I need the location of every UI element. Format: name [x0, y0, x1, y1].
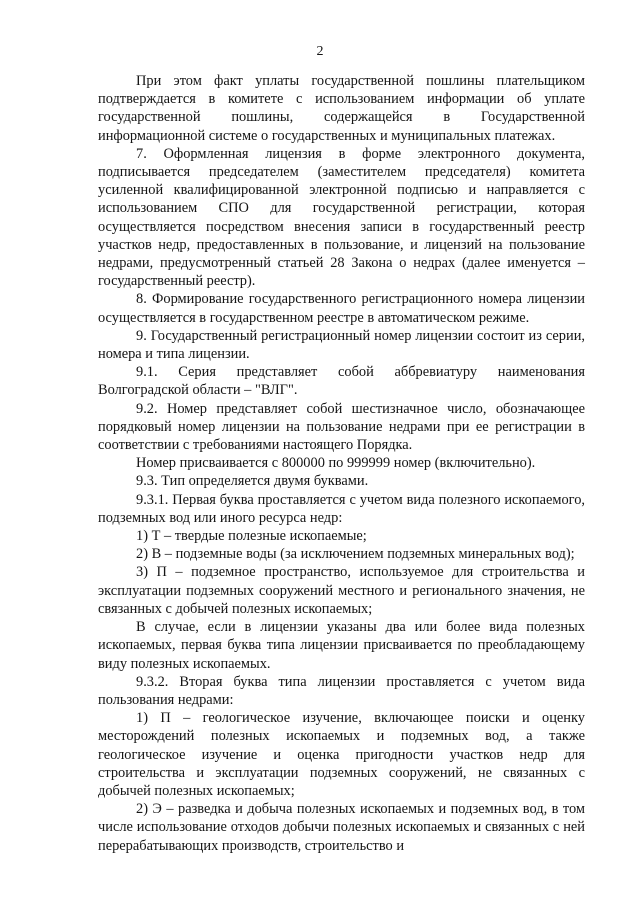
- paragraph-payment-confirmation: При этом факт уплаты государственной пошлины плательщиком подтверждается в комитете с использованием информации об уплате государственной пошлины, содержащейся в Государственной информационной системе о государственных и муниципальных платежах.: [98, 73, 585, 144]
- paragraph-9-2-number: 9.2. Номер представляет собой шестизначное число, обозначающее порядковый номер лицензии на пользование недрами при ее регистрации в соответствии с требованиями настоящего Порядка.: [98, 400, 585, 454]
- list-item-geological-study: 1) П – геологическое изучение, включающее поиски и оценку месторождений полезных ископаемых и подземных вод, а также геологическое изучение и оценка пригодности участков недр для строительства и эксплуатации подземных сооружений, не связанных с добычей полезных ископаемых;: [98, 710, 585, 799]
- paragraph-9-number-structure: 9. Государственный регистрационный номер лицензии состоит из серии, номера и типа лицензии.: [98, 327, 585, 363]
- list-item-groundwater: 2) В – подземные воды (за исключением подземных минеральных вод);: [136, 546, 575, 563]
- list-item-underground-space: 3) П – подземное пространство, используемое для строительства и эксплуатации подземных сооружений местного и регионального значения, не связанных с добычей полезных ископаемых;: [98, 564, 585, 617]
- paragraph-9-3-1-first-letter: 9.3.1. Первая буква проставляется с учетом вида полезного ископаемого, подземных вод или иного ресурса недр:: [98, 491, 585, 526]
- paragraph-number-range: Номер присваивается с 800000 по 999999 номер (включительно).: [136, 455, 536, 472]
- document-body: [98, 72, 585, 855]
- page-number: 2: [316, 44, 324, 59]
- list-item-exploration-extraction: 2) Э – разведка и добыча полезных ископаемых и подземных вод, в том числе использование отходов добычи полезных ископаемых и связанных с ней перерабатывающих производств, строительство и: [98, 801, 585, 854]
- paragraph-7-license-signing: 7. Оформленная лицензия в форме электронного документа, подписывается председателем (заместителем председателя) комитета усиленной квалифицированной электронной подписью и направляется с использованием СПО для государственной регистрации, которая осуществляется посредством внесения записи в государственный реестр участков недр, предоставленных в пользование, и лицензий на пользование недрами, предусмотренный статьей 28 Закона о недрах (далее именуется – государственный реестр).: [98, 145, 585, 290]
- paragraph-9-3-2-second-letter: 9.3.2. Вторая буква типа лицензии проставляется с учетом вида пользования недрами:: [98, 673, 585, 708]
- list-item-solid-minerals: 1) Т – твердые полезные ископаемые;: [136, 528, 367, 545]
- paragraph-multiple-minerals: В случае, если в лицензии указаны два или более вида полезных ископаемых, первая буква типа лицензии присваивается по преобладающему виду полезных ископаемых.: [98, 619, 585, 672]
- paragraph-8-registration-number: 8. Формирование государственного регистрационного номера лицензии осуществляется в государственном реестре в автоматическом режиме.: [98, 291, 585, 326]
- paragraph-9-1-series: 9.1. Серия представляет собой аббревиатуру наименования Волгоградской области – "ВЛГ".: [98, 364, 585, 399]
- paragraph-9-3-type: 9.3. Тип определяется двумя буквами.: [136, 473, 369, 490]
